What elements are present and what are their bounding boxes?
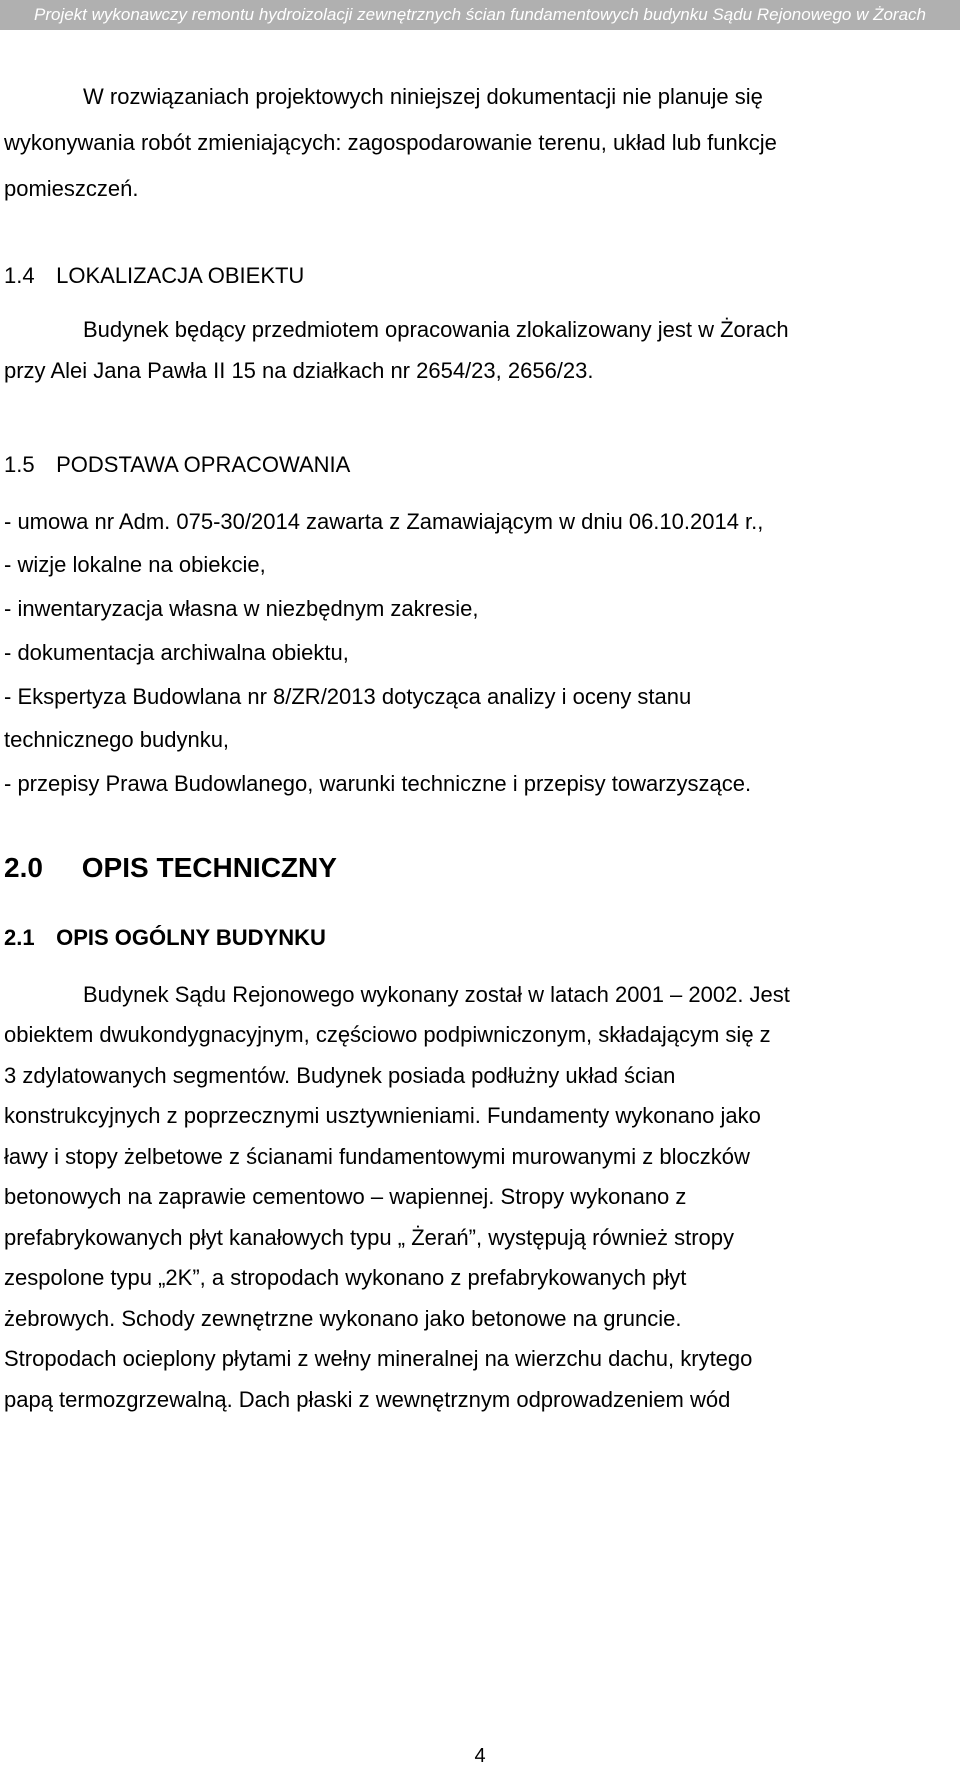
page-number: 4	[474, 1745, 486, 1767]
section-number: 2.1	[4, 925, 35, 950]
section-number: 2.0	[4, 852, 43, 883]
section-number: 1.5	[4, 452, 35, 477]
header-title: Projekt wykonawczy remontu hydroizolacji zewnętrznych ścian fundamentowych budynku Sądu Rejonowego w Żorach	[33, 5, 926, 24]
intro-line: pomieszczeń.	[4, 176, 139, 201]
section-title: PODSTAWA OPRACOWANIA	[56, 452, 351, 477]
body-line: prefabrykowanych płyt kanałowych typu „ Żerań”, występują również stropy	[4, 1225, 734, 1250]
body-line: konstrukcyjnych z poprzecznymi usztywnieniami. Fundamenty wykonano jako	[4, 1103, 761, 1128]
body-line: zespolone typu „2K”, a stropodach wykonano z prefabrykowanych płyt	[4, 1265, 687, 1290]
body-line: Budynek Sądu Rejonowego wykonany został w latach 2001 – 2002. Jest	[83, 982, 790, 1007]
list-item: technicznego budynku,	[4, 727, 230, 752]
section-number: 1.4	[4, 263, 35, 288]
body-line: papą termozgrzewalną. Dach płaski z wewnętrznym odprowadzeniem wód	[4, 1387, 731, 1412]
section-title: LOKALIZACJA OBIEKTU	[56, 263, 305, 288]
body-line: Budynek będący przedmiotem opracowania zlokalizowany jest w Żorach	[83, 317, 789, 342]
section-title: OPIS OGÓLNY BUDYNKU	[56, 925, 326, 950]
section-heading-2-1	[4, 925, 326, 951]
list-item: - Ekspertyza Budowlana nr 8/ZR/2013 dotycząca analizy i oceny stanu	[4, 684, 692, 709]
section-heading-1-4	[4, 263, 304, 289]
body-line: ławy i stopy żelbetowe z ścianami fundamentowymi murowanymi z bloczków	[4, 1144, 750, 1169]
section-heading-2-0	[4, 852, 337, 884]
list-item: - wizje lokalne na obiekcie,	[4, 552, 266, 577]
running-header	[0, 0, 960, 30]
section-heading-1-5	[4, 452, 350, 478]
intro-line: W rozwiązaniach projektowych niniejszej dokumentacji nie planuje się	[83, 84, 763, 109]
body-line: przy Alei Jana Pawła II 15 na działkach nr 2654/23, 2656/23.	[4, 358, 594, 383]
list-item: - inwentaryzacja własna w niezbędnym zakresie,	[4, 596, 479, 621]
intro-line: wykonywania robót zmieniających: zagospodarowanie terenu, układ lub funkcje	[4, 130, 777, 155]
list-item: - dokumentacja archiwalna obiektu,	[4, 640, 349, 665]
body-line: obiektem dwukondygnacyjnym, częściowo podpiwniczonym, składającym się z	[4, 1022, 771, 1047]
body-line: 3 zdylatowanych segmentów. Budynek posiada podłużny układ ścian	[4, 1063, 676, 1088]
body-line: żebrowych. Schody zewnętrzne wykonano jako betonowe na gruncie.	[4, 1306, 682, 1331]
section-title: OPIS TECHNICZNY	[81, 852, 337, 883]
list-item: - przepisy Prawa Budowlanego, warunki techniczne i przepisy towarzyszące.	[4, 771, 752, 796]
body-line: betonowych na zaprawie cementowo – wapiennej. Stropy wykonano z	[4, 1184, 687, 1209]
body-line: Stropodach ocieplony płytami z wełny mineralnej na wierzchu dachu, krytego	[4, 1346, 753, 1371]
list-item: - umowa nr Adm. 075-30/2014 zawarta z Zamawiającym w dniu 06.10.2014 r.,	[4, 509, 764, 534]
